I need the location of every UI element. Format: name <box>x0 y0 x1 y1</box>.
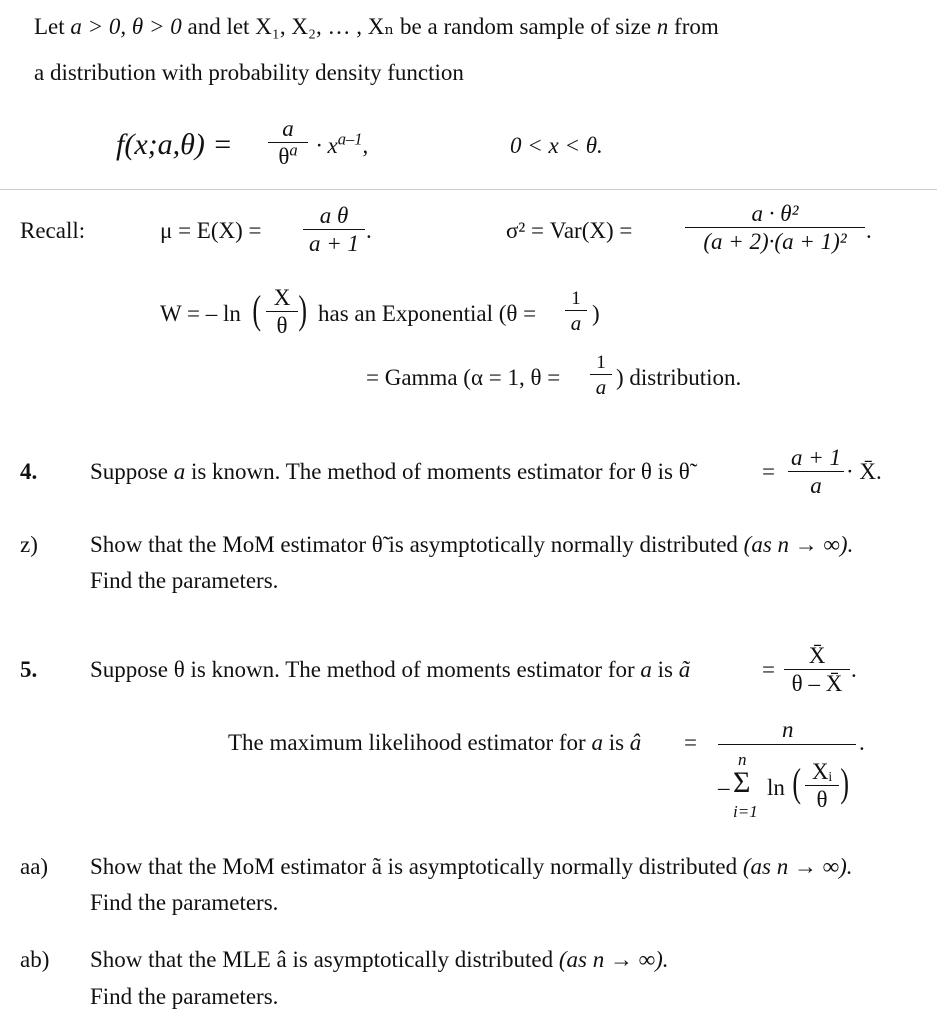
recall-label: Recall: <box>20 218 86 243</box>
q4-text: Suppose a is known. The method of moments estimator for θ is θ̃ <box>90 459 690 484</box>
w-right-paren: ) <box>298 287 307 332</box>
mle-numerator: n <box>782 717 794 742</box>
intro-sample: X₁, X₂, … , Xₙ <box>255 14 395 39</box>
pdf-rhs: · $x^{a-1}$, <box>316 129 369 158</box>
mle-fraction-bar <box>718 744 856 745</box>
w-lhs: W = – ln <box>160 301 241 326</box>
mle-sum-upper: n <box>738 750 747 769</box>
q4-number: 4. <box>20 459 38 484</box>
mle-sum-lower: i=1 <box>733 802 758 821</box>
q5-fraction: X̄ θ – X̄ <box>784 642 850 697</box>
qab-line-1: Show that the MLE â is asymptotically distributed (as n → ∞). <box>90 947 669 972</box>
qz-label: z) <box>20 532 38 557</box>
intro-let: Let <box>34 14 65 39</box>
w-exp-fraction: 1 a <box>565 288 587 335</box>
q4-equals: = <box>762 459 775 484</box>
qz-line-2: Find the parameters. <box>90 568 279 593</box>
pdf-fraction: a $\theta^a$ <box>268 115 308 170</box>
w-close: ) <box>592 301 600 326</box>
variance-fraction: a · θ² (a + 2)·(a + 1)² <box>685 200 865 255</box>
mle-right-paren: ) <box>840 760 849 805</box>
q5-number: 5. <box>20 657 38 682</box>
intro-line-1 <box>34 13 719 41</box>
w-exponential-text: has an Exponential (θ = <box>318 301 537 326</box>
pdf-support: 0 < x < θ. <box>510 133 603 158</box>
variance-period: . <box>866 218 872 243</box>
qaa-label: aa) <box>20 854 49 879</box>
gamma-text: = Gamma (α = 1, θ = <box>366 365 561 390</box>
mle-text: The maximum likelihood estimator for a is â <box>228 730 642 755</box>
intro-line-2: a distribution with probability density function <box>34 60 464 85</box>
q4-fraction: a + 1 a <box>788 444 844 499</box>
w-fraction: X θ <box>266 284 298 339</box>
variance-lhs: σ² = Var(X) = <box>506 218 633 243</box>
mle-inner-fraction: Xᵢ θ <box>805 758 839 813</box>
qaa-line-1: Show that the MoM estimator ã is asymptotically normally distributed (as n → ∞). <box>90 854 853 879</box>
pdf-lhs: f(x;a,θ) = <box>116 128 233 161</box>
mle-period: . <box>859 730 865 755</box>
mle-left-paren: ( <box>792 760 801 805</box>
divider <box>0 189 937 190</box>
qz-line-1: Show that the MoM estimator θ̃ is asymptotically normally distributed (as n → ∞). <box>90 532 854 557</box>
mle-sum-symbol: Σ <box>733 766 751 799</box>
q4-tail: · X̄. <box>846 459 882 484</box>
w-left-paren: ( <box>252 287 261 332</box>
mean-fraction: a θ a + 1 <box>303 202 365 257</box>
q5-period: . <box>851 657 857 682</box>
intro-from: from <box>674 14 719 39</box>
intro-and-let: and let <box>187 14 250 39</box>
qab-label: ab) <box>20 947 50 972</box>
mle-sum-minus: – <box>718 775 730 800</box>
mle-ln: ln <box>767 775 785 800</box>
gamma-fraction: 1 a <box>590 352 612 399</box>
qaa-line-2: Find the parameters. <box>90 890 279 915</box>
intro-sample-size-text: be a random sample of size <box>400 14 652 39</box>
mean-lhs: μ = E(X) = <box>160 218 262 243</box>
intro-conditions: a > 0, θ > 0 <box>70 14 182 39</box>
intro-n: n <box>656 14 669 39</box>
qab-line-2: Find the parameters. <box>90 984 279 1009</box>
q5-text: Suppose θ is known. The method of moments estimator for a is ã <box>90 657 691 682</box>
mle-equals: = <box>684 730 697 755</box>
q5-equals: = <box>762 657 775 682</box>
gamma-close: ) distribution. <box>616 365 742 390</box>
mean-period: . <box>366 218 372 243</box>
